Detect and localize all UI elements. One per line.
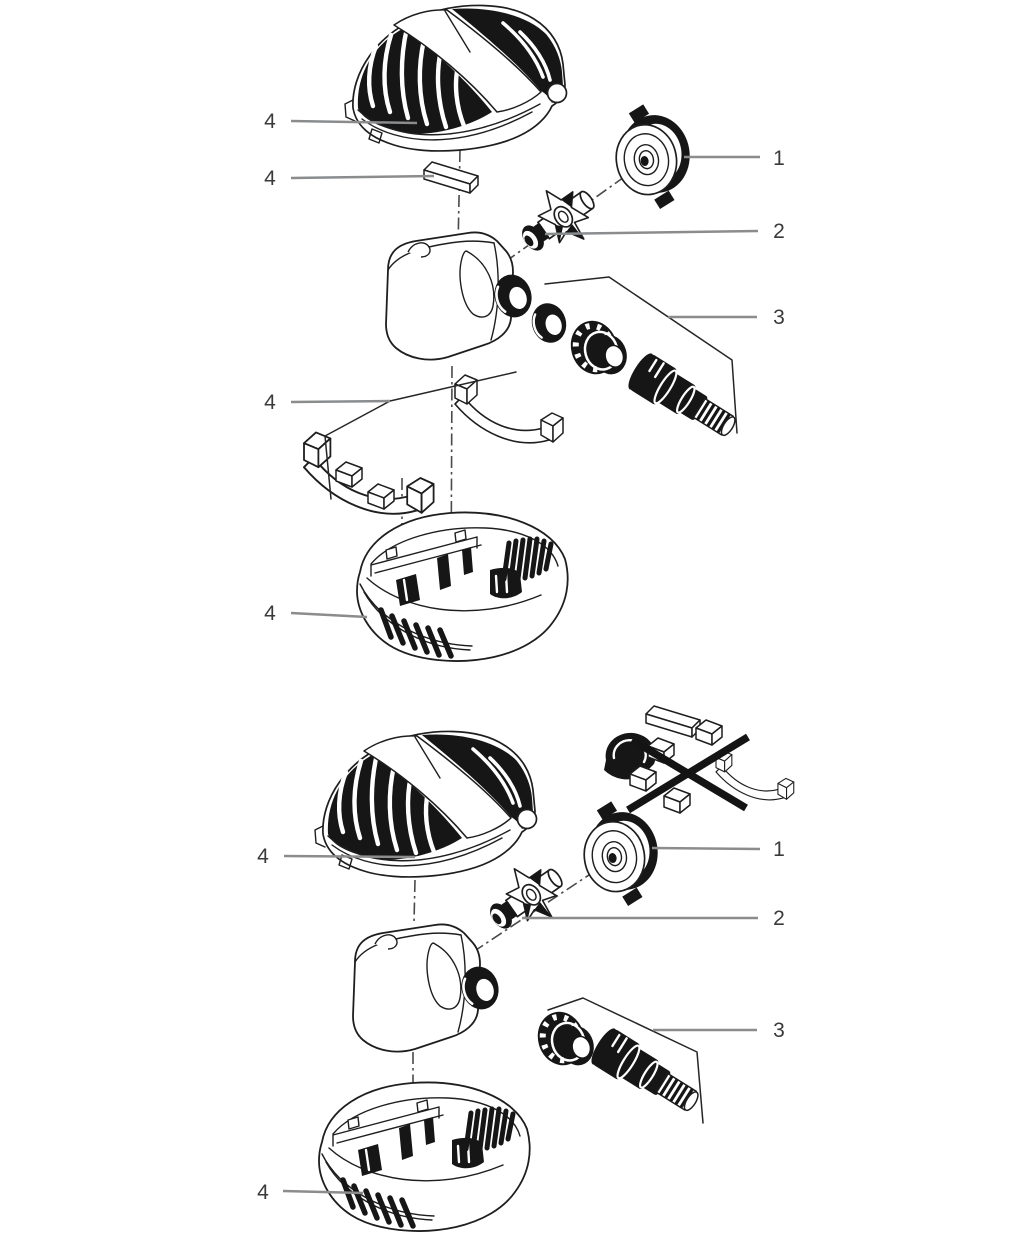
carry-handle <box>716 751 794 800</box>
rotor-impeller-part-2 <box>476 850 576 946</box>
leader-line <box>291 401 390 402</box>
sealing-ring <box>527 299 571 347</box>
callout-label-handle-set: 4 <box>264 391 276 414</box>
clamp-block <box>664 788 690 813</box>
leader-line <box>291 613 367 617</box>
clamp-bar <box>424 162 478 193</box>
pump-body <box>386 232 513 359</box>
callout-label-bottom-shell: 4 <box>264 602 276 625</box>
discarded-parts-group <box>604 706 794 813</box>
callout-label-outlet-set: 3 <box>773 306 785 329</box>
strainer-cover <box>315 731 537 876</box>
leader-line <box>284 856 415 857</box>
union-nut <box>565 313 632 383</box>
callout-label-cover: 4 <box>257 845 269 868</box>
strainer-cover <box>345 5 567 150</box>
callout-label-rotor: 2 <box>773 907 785 930</box>
leader-line <box>291 176 434 178</box>
exploded-view-bottom <box>257 706 794 1231</box>
pump-lid-part-1 <box>575 795 666 912</box>
callout-label-bottom-shell: 4 <box>257 1181 269 1204</box>
callout-label-clamp-bar: 4 <box>264 167 276 190</box>
callout-label-outlet-set: 3 <box>773 1019 785 1042</box>
hose-adapter <box>624 350 743 446</box>
exploded-view-top <box>264 5 785 661</box>
centerline <box>414 880 415 922</box>
clamp-block <box>336 462 362 487</box>
hose-adapter <box>587 1025 706 1121</box>
bottom-strainer-shell <box>357 512 568 661</box>
union-nut <box>532 1004 599 1074</box>
callout-label-rotor: 2 <box>773 220 785 243</box>
carry-handle <box>455 375 563 443</box>
pump-body <box>353 924 480 1051</box>
bottom-strainer-shell <box>319 1082 530 1231</box>
callout-label-pump-lid: 1 <box>773 147 785 170</box>
rotor-impeller-part-2 <box>508 172 608 268</box>
callout-label-pump-lid: 1 <box>773 838 785 861</box>
callout-label-cover: 4 <box>264 110 276 133</box>
clamp-bar <box>646 706 700 737</box>
centerline <box>458 150 460 248</box>
leader-line <box>652 848 760 849</box>
